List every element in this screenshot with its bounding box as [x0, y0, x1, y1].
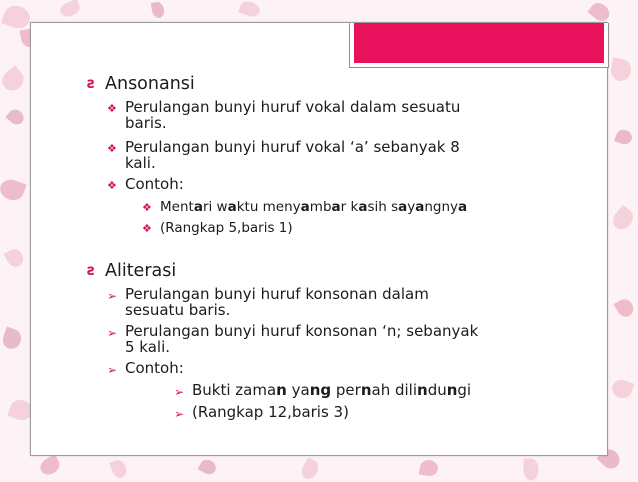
section-heading-aliterasi	[86, 261, 176, 281]
arrow-bullet-icon: ➢	[107, 289, 118, 303]
item-text: Contoh:	[125, 175, 184, 193]
emphasized-letter: n	[446, 381, 458, 399]
list-item	[107, 323, 478, 355]
item-text	[125, 286, 429, 318]
reference-text: (Rangkap 5,baris 1)	[160, 220, 293, 236]
text-segment: ktu meny	[236, 199, 301, 215]
text-segment: Ment	[160, 199, 194, 215]
example-text	[192, 382, 471, 398]
text-segment: ah dili	[371, 381, 417, 399]
arrow-bullet-icon: ➢	[107, 326, 118, 340]
item-line: Perulangan bunyi huruf konsonan dalam	[125, 285, 429, 303]
item-text	[125, 323, 478, 355]
heading-text: Ansonansi	[105, 74, 195, 94]
list-item	[107, 176, 184, 194]
curly-s-bullet-icon: ƨ	[86, 261, 95, 279]
diamond-bullet-icon: ❖	[107, 102, 117, 115]
text-segment: Bukti zama	[192, 381, 277, 399]
diamond-bullet-icon: ❖	[142, 201, 152, 214]
example-text	[160, 199, 467, 215]
emphasized-letter: a	[227, 199, 237, 215]
text-segment: per	[331, 381, 361, 399]
text-segment: y	[407, 199, 416, 215]
example-reference	[142, 220, 293, 236]
emphasized-letter: n	[417, 381, 428, 399]
example-line	[174, 382, 471, 400]
heading-text: Aliterasi	[105, 261, 177, 281]
item-line: kali.	[125, 154, 156, 172]
emphasized-letter: ng	[309, 381, 332, 399]
list-item	[107, 360, 184, 378]
item-line: baris.	[125, 114, 167, 132]
text-segment: sih s	[367, 199, 399, 215]
emphasized-letter: a	[415, 199, 425, 215]
item-text: Contoh:	[125, 359, 184, 377]
emphasized-letter: a	[358, 199, 368, 215]
section-heading-ansonansi	[86, 74, 195, 94]
arrow-bullet-icon: ➢	[107, 363, 118, 377]
curly-s-bullet-icon: ƨ	[86, 74, 95, 92]
text-segment: mb	[309, 199, 332, 215]
text-segment: du	[427, 381, 447, 399]
reference-text: (Rangkap 12,baris 3)	[192, 403, 349, 421]
item-line: sesuatu baris.	[125, 301, 231, 319]
diamond-bullet-icon: ❖	[142, 222, 152, 235]
example-line	[142, 199, 467, 215]
item-line: 5 kali.	[125, 338, 171, 356]
emphasized-letter: a	[193, 199, 203, 215]
emphasized-letter: a	[300, 199, 310, 215]
emphasized-letter: n	[360, 381, 372, 399]
emphasized-letter: a	[458, 199, 468, 215]
item-text	[125, 139, 460, 171]
example-reference	[174, 404, 349, 422]
item-line: Perulangan bunyi huruf vokal dalam sesuatu	[125, 98, 461, 116]
list-item	[107, 99, 460, 131]
emphasized-letter: n	[276, 381, 287, 399]
text-segment: ri w	[202, 199, 228, 215]
diamond-bullet-icon: ❖	[107, 179, 117, 192]
item-line: Perulangan bunyi huruf konsonan ‘n; sebanyak	[125, 322, 479, 340]
arrow-bullet-icon: ➢	[174, 407, 185, 421]
text-segment: gi	[457, 381, 472, 399]
list-item	[107, 286, 429, 318]
text-segment: r k	[340, 199, 359, 215]
arrow-bullet-icon: ➢	[174, 385, 185, 399]
text-segment: ngny	[424, 199, 459, 215]
emphasized-letter: a	[398, 199, 408, 215]
list-item	[107, 139, 460, 171]
emphasized-letter: a	[331, 199, 341, 215]
item-text	[125, 99, 460, 131]
diamond-bullet-icon: ❖	[107, 142, 117, 155]
text-segment: ya	[286, 381, 310, 399]
item-line: Perulangan bunyi huruf vokal ‘a’ sebanyak 8	[125, 138, 460, 156]
